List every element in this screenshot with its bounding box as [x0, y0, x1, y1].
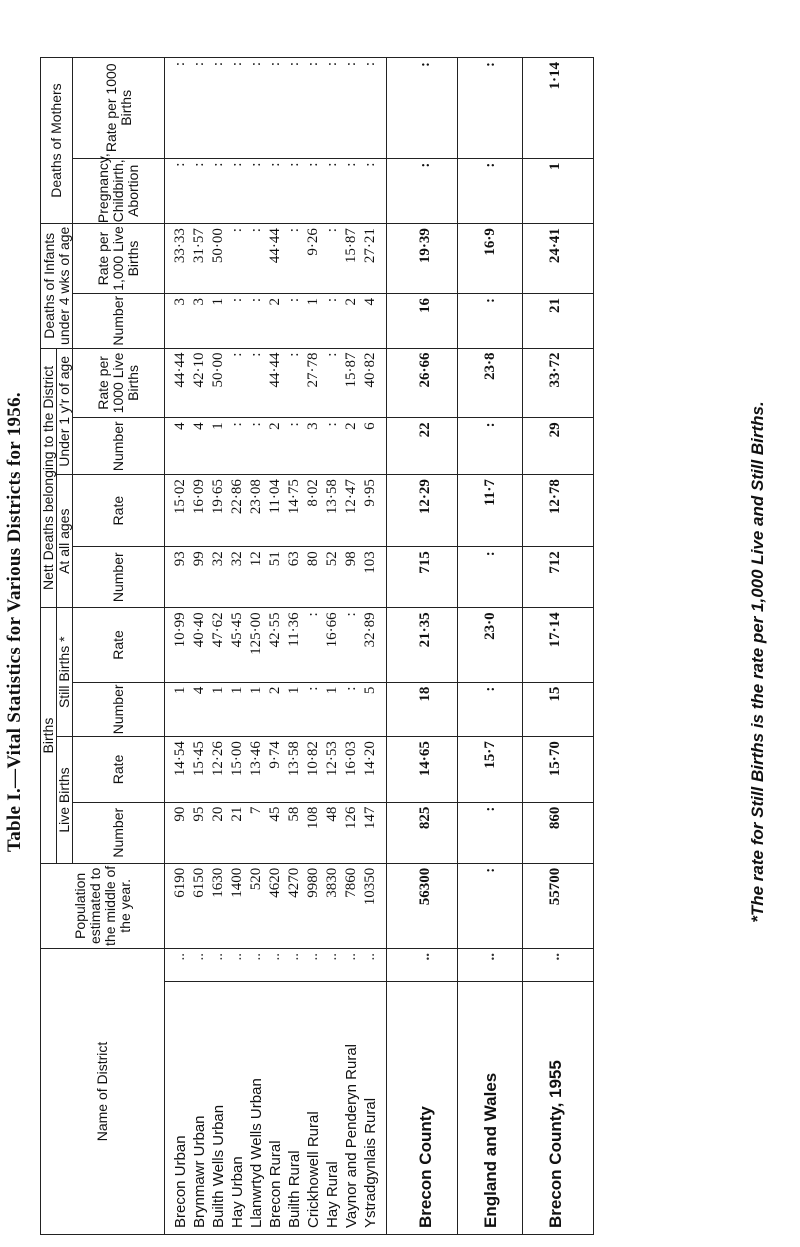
cell-dots: ..: [247, 948, 266, 981]
header-mothers-cause: Pregnancy, Childbirth, Abortion: [73, 158, 165, 224]
cell-inf-rate: 19·39: [387, 224, 458, 294]
cell-inf-num: 1: [304, 293, 323, 348]
cell-lb-rate: 15·70: [523, 737, 594, 803]
table-row: [304, 58, 323, 1235]
cell-lb-rate: 16·03: [342, 737, 361, 803]
cell-name: Brecon County, 1955: [523, 981, 594, 1234]
cell-u1-rate: 26·66: [387, 348, 458, 418]
cell-sb-num: :: [458, 682, 523, 737]
cell-d-rate: 19·65: [209, 475, 228, 547]
cell-sb-num: 1: [323, 682, 342, 737]
cell-m-rate: :: [323, 58, 342, 159]
cell-lb-num: :: [458, 802, 523, 863]
cell-lb-num: 108: [304, 802, 323, 863]
cell-dots: ..: [285, 948, 304, 981]
cell-m-rate: :: [247, 58, 266, 159]
cell-u1-num: 1: [209, 418, 228, 475]
cell-sb-rate: 47·62: [209, 608, 228, 682]
table-row: [228, 58, 247, 1235]
header-still-births: Still Births *: [57, 608, 73, 737]
cell-d-rate: 12·78: [523, 475, 594, 547]
cell-inf-num: :: [247, 293, 266, 348]
cell-inf-num: 3: [190, 293, 209, 348]
cell-m-num: :: [342, 158, 361, 224]
cell-inf-num: 21: [523, 293, 594, 348]
cell-lb-rate: 14·65: [387, 737, 458, 803]
cell-u1-num: 29: [523, 418, 594, 475]
cell-u1-rate: 23·8: [458, 348, 523, 418]
header-row-1: [41, 58, 57, 1235]
cell-name: Brecon Urban: [165, 981, 191, 1234]
cell-inf-rate: 16·9: [458, 224, 523, 294]
cell-population: 7860: [342, 863, 361, 948]
cell-population: 520: [247, 863, 266, 948]
cell-inf-rate: :: [285, 224, 304, 294]
cell-d-num: 63: [285, 547, 304, 608]
cell-name: England and Wales: [458, 981, 523, 1234]
cell-d-num: 93: [165, 547, 191, 608]
cell-lb-rate: 15·45: [190, 737, 209, 803]
cell-d-rate: 15·02: [165, 475, 191, 547]
cell-population: 6150: [190, 863, 209, 948]
cell-population: 9980: [304, 863, 323, 948]
cell-d-num: 12: [247, 547, 266, 608]
cell-inf-rate: 24·41: [523, 224, 594, 294]
page-title: Table I.—Vital Statistics for Various Districts for 1956.: [4, 392, 25, 852]
cell-lb-num: 825: [387, 802, 458, 863]
header-infant-deaths: Deaths of Infants under 4 wks of age: [41, 224, 73, 348]
cell-population: 56300: [387, 863, 458, 948]
cell-lb-num: 147: [361, 802, 387, 863]
cell-name: Vaynor and Penderyn Rural: [342, 981, 361, 1234]
header-inf-rate: Rate per 1,000 Live Births: [73, 224, 165, 294]
cell-name: Builth Wells Urban: [209, 981, 228, 1234]
cell-m-num: :: [285, 158, 304, 224]
cell-sb-rate: :: [304, 608, 323, 682]
header-sb-rate: Rate: [73, 608, 165, 682]
header-sb-number: Number: [73, 682, 165, 737]
cell-lb-rate: 10·82: [304, 737, 323, 803]
header-nett-deaths: Nett Deaths belonging to the District: [41, 348, 57, 608]
cell-m-num: :: [266, 158, 285, 224]
footnote: *The rate for Still Births is the rate per 1,000 Live and Still Births.: [748, 401, 767, 923]
cell-sb-num: 2: [266, 682, 285, 737]
cell-sb-rate: 21·35: [387, 608, 458, 682]
cell-u1-num: :: [285, 418, 304, 475]
cell-sb-num: 1: [209, 682, 228, 737]
cell-d-rate: 12·29: [387, 475, 458, 547]
cell-u1-rate: 33·72: [523, 348, 594, 418]
cell-dots: ..: [323, 948, 342, 981]
cell-u1-num: 2: [266, 418, 285, 475]
cell-inf-num: 1: [209, 293, 228, 348]
cell-lb-rate: 9·74: [266, 737, 285, 803]
cell-inf-rate: 31·57: [190, 224, 209, 294]
cell-population: 1400: [228, 863, 247, 948]
header-inf-number: Number: [73, 293, 165, 348]
cell-lb-rate: 12·26: [209, 737, 228, 803]
table-row: [247, 58, 266, 1235]
cell-m-rate: :: [228, 58, 247, 159]
cell-name: Brecon County: [387, 981, 458, 1234]
cell-m-rate: :: [209, 58, 228, 159]
cell-lb-rate: 14·54: [165, 737, 191, 803]
cell-u1-num: :: [323, 418, 342, 475]
cell-d-rate: 8·02: [304, 475, 323, 547]
cell-sb-num: 1: [165, 682, 191, 737]
cell-inf-rate: 50·00: [209, 224, 228, 294]
cell-dots: ..: [266, 948, 285, 981]
cell-d-num: 80: [304, 547, 323, 608]
cell-m-num: :: [165, 158, 191, 224]
cell-d-rate: 16·09: [190, 475, 209, 547]
cell-dots: ..: [458, 948, 523, 981]
cell-inf-rate: :: [323, 224, 342, 294]
cell-u1-rate: 42·10: [190, 348, 209, 418]
cell-m-num: :: [387, 158, 458, 224]
cell-inf-rate: 33·33: [165, 224, 191, 294]
cell-u1-rate: 15·87: [342, 348, 361, 418]
cell-inf-num: :: [323, 293, 342, 348]
cell-m-rate: :: [304, 58, 323, 159]
cell-sb-rate: 45·45: [228, 608, 247, 682]
cell-m-rate: :: [458, 58, 523, 159]
cell-name: Ystradgynlais Rural: [361, 981, 387, 1234]
header-population: Population estimated to the middle of the year.: [41, 863, 165, 948]
cell-dots: ..: [228, 948, 247, 981]
header-under-1: Under 1 y'r of age: [57, 348, 73, 475]
cell-d-num: 103: [361, 547, 387, 608]
cell-u1-rate: :: [323, 348, 342, 418]
cell-sb-rate: 23·0: [458, 608, 523, 682]
cell-lb-num: 58: [285, 802, 304, 863]
cell-lb-rate: 13·58: [285, 737, 304, 803]
cell-d-num: 52: [323, 547, 342, 608]
cell-dots: ..: [209, 948, 228, 981]
cell-m-num: :: [458, 158, 523, 224]
cell-sb-num: 15: [523, 682, 594, 737]
cell-name: Builth Rural: [285, 981, 304, 1234]
table-row: [285, 58, 304, 1235]
district-rows: [165, 58, 387, 1235]
cell-u1-num: 22: [387, 418, 458, 475]
cell-inf-num: :: [285, 293, 304, 348]
cell-inf-rate: 9·26: [304, 224, 323, 294]
vital-statistics-table: [40, 57, 594, 1235]
cell-dots: ..: [342, 948, 361, 981]
cell-sb-rate: 11·36: [285, 608, 304, 682]
cell-dots: ..: [165, 948, 191, 981]
cell-u1-num: :: [247, 418, 266, 475]
cell-sb-num: 5: [361, 682, 387, 737]
cell-m-rate: :: [361, 58, 387, 159]
cell-lb-num: 48: [323, 802, 342, 863]
table-row: [361, 58, 387, 1235]
cell-m-rate: :: [266, 58, 285, 159]
cell-u1-rate: :: [247, 348, 266, 418]
cell-dots: ..: [304, 948, 323, 981]
cell-u1-num: 4: [190, 418, 209, 475]
cell-m-num: :: [323, 158, 342, 224]
cell-u1-num: :: [458, 418, 523, 475]
cell-inf-num: 2: [342, 293, 361, 348]
cell-lb-rate: 15·00: [228, 737, 247, 803]
cell-u1-num: 6: [361, 418, 387, 475]
cell-d-rate: 13·58: [323, 475, 342, 547]
cell-lb-num: 7: [247, 802, 266, 863]
cell-d-rate: 11·7: [458, 475, 523, 547]
cell-dots: ..: [523, 948, 594, 981]
cell-d-num: 32: [228, 547, 247, 608]
cell-sb-rate: 17·14: [523, 608, 594, 682]
cell-sb-rate: 125·00: [247, 608, 266, 682]
cell-sb-num: :: [304, 682, 323, 737]
header-at-all-ages: At all ages: [57, 475, 73, 608]
cell-sb-num: 1: [247, 682, 266, 737]
cell-population: 4620: [266, 863, 285, 948]
cell-inf-rate: 27·21: [361, 224, 387, 294]
cell-m-rate: :: [165, 58, 191, 159]
cell-dots: ..: [387, 948, 458, 981]
header-live-births: Live Births: [57, 737, 73, 864]
header-mothers-rate: Rate per 1000 Births: [73, 58, 165, 159]
cell-population: 10350: [361, 863, 387, 948]
cell-population: :: [458, 863, 523, 948]
table-row: [165, 58, 191, 1235]
cell-u1-rate: 44·44: [165, 348, 191, 418]
cell-sb-num: 4: [190, 682, 209, 737]
cell-inf-num: 2: [266, 293, 285, 348]
table-row: [209, 58, 228, 1235]
table-row: [323, 58, 342, 1235]
total-row: [387, 58, 458, 1235]
header-u1-rate: Rate per 1000 Live Births: [73, 348, 165, 418]
cell-name: Hay Urban: [228, 981, 247, 1234]
total-row: [523, 58, 594, 1235]
cell-sb-rate: 42·55: [266, 608, 285, 682]
cell-inf-rate: 44·44: [266, 224, 285, 294]
cell-d-rate: 9·95: [361, 475, 387, 547]
header-name-of-district: Name of District: [41, 948, 165, 1234]
cell-sb-rate: 10·99: [165, 608, 191, 682]
cell-m-rate: :: [342, 58, 361, 159]
cell-u1-num: 3: [304, 418, 323, 475]
cell-inf-rate: 15·87: [342, 224, 361, 294]
cell-u1-rate: 44·44: [266, 348, 285, 418]
cell-u1-rate: :: [228, 348, 247, 418]
cell-m-num: :: [304, 158, 323, 224]
cell-name: Crickhowell Rural: [304, 981, 323, 1234]
cell-lb-num: 20: [209, 802, 228, 863]
cell-m-num: 1: [523, 158, 594, 224]
cell-u1-rate: :: [285, 348, 304, 418]
cell-sb-num: 1: [228, 682, 247, 737]
cell-population: 6190: [165, 863, 191, 948]
table-row: [266, 58, 285, 1235]
cell-sb-rate: 32·89: [361, 608, 387, 682]
cell-inf-rate: :: [228, 224, 247, 294]
cell-lb-num: 860: [523, 802, 594, 863]
cell-u1-num: :: [228, 418, 247, 475]
cell-m-num: :: [247, 158, 266, 224]
cell-d-num: 99: [190, 547, 209, 608]
cell-u1-rate: 50·00: [209, 348, 228, 418]
cell-d-num: :: [458, 547, 523, 608]
cell-lb-num: 21: [228, 802, 247, 863]
cell-u1-num: 4: [165, 418, 191, 475]
cell-m-rate: :: [285, 58, 304, 159]
cell-dots: ..: [190, 948, 209, 981]
cell-dots: ..: [361, 948, 387, 981]
cell-inf-num: :: [458, 293, 523, 348]
cell-m-num: :: [361, 158, 387, 224]
cell-u1-rate: 27·78: [304, 348, 323, 418]
cell-inf-num: 3: [165, 293, 191, 348]
cell-lb-rate: 15·7: [458, 737, 523, 803]
cell-population: 3830: [323, 863, 342, 948]
header-mothers: Deaths of Mothers: [41, 58, 73, 224]
header-lb-number: Number: [73, 802, 165, 863]
cell-name: Brecon Rural: [266, 981, 285, 1234]
cell-u1-num: 2: [342, 418, 361, 475]
header-births: Births: [41, 608, 57, 863]
cell-m-num: :: [190, 158, 209, 224]
header-d-rate: Rate: [73, 475, 165, 547]
cell-d-num: 712: [523, 547, 594, 608]
cell-sb-num: :: [342, 682, 361, 737]
cell-inf-num: 4: [361, 293, 387, 348]
cell-sb-rate: 16·66: [323, 608, 342, 682]
cell-name: Llanwrtyd Wells Urban: [247, 981, 266, 1234]
total-rows: [387, 58, 594, 1235]
cell-lb-num: 45: [266, 802, 285, 863]
cell-sb-rate: 40·40: [190, 608, 209, 682]
cell-lb-rate: 14·20: [361, 737, 387, 803]
total-row: [458, 58, 523, 1235]
table-row: [190, 58, 209, 1235]
cell-sb-rate: :: [342, 608, 361, 682]
cell-lb-num: 90: [165, 802, 191, 863]
cell-d-rate: 11·04: [266, 475, 285, 547]
cell-lb-num: 95: [190, 802, 209, 863]
cell-population: 1630: [209, 863, 228, 948]
cell-d-rate: 12·47: [342, 475, 361, 547]
cell-m-num: :: [228, 158, 247, 224]
cell-inf-rate: :: [247, 224, 266, 294]
cell-m-rate: 1·14: [523, 58, 594, 159]
cell-inf-num: :: [228, 293, 247, 348]
header-d-number: Number: [73, 547, 165, 608]
cell-d-num: 32: [209, 547, 228, 608]
cell-sb-num: 1: [285, 682, 304, 737]
cell-name: Hay Rural: [323, 981, 342, 1234]
cell-sb-num: 18: [387, 682, 458, 737]
cell-lb-rate: 13·46: [247, 737, 266, 803]
cell-population: 55700: [523, 863, 594, 948]
cell-d-num: 715: [387, 547, 458, 608]
cell-d-rate: 14·75: [285, 475, 304, 547]
header-u1-number: Number: [73, 418, 165, 475]
cell-lb-rate: 12·53: [323, 737, 342, 803]
cell-name: Brynmawr Urban: [190, 981, 209, 1234]
header-lb-rate: Rate: [73, 737, 165, 803]
cell-d-rate: 22·86: [228, 475, 247, 547]
cell-m-rate: :: [387, 58, 458, 159]
cell-d-num: 98: [342, 547, 361, 608]
cell-m-num: :: [209, 158, 228, 224]
cell-d-rate: 23·08: [247, 475, 266, 547]
cell-population: 4270: [285, 863, 304, 948]
cell-u1-rate: 40·82: [361, 348, 387, 418]
cell-m-rate: :: [190, 58, 209, 159]
cell-inf-num: 16: [387, 293, 458, 348]
cell-d-num: 51: [266, 547, 285, 608]
cell-lb-num: 126: [342, 802, 361, 863]
table-row: [342, 58, 361, 1235]
